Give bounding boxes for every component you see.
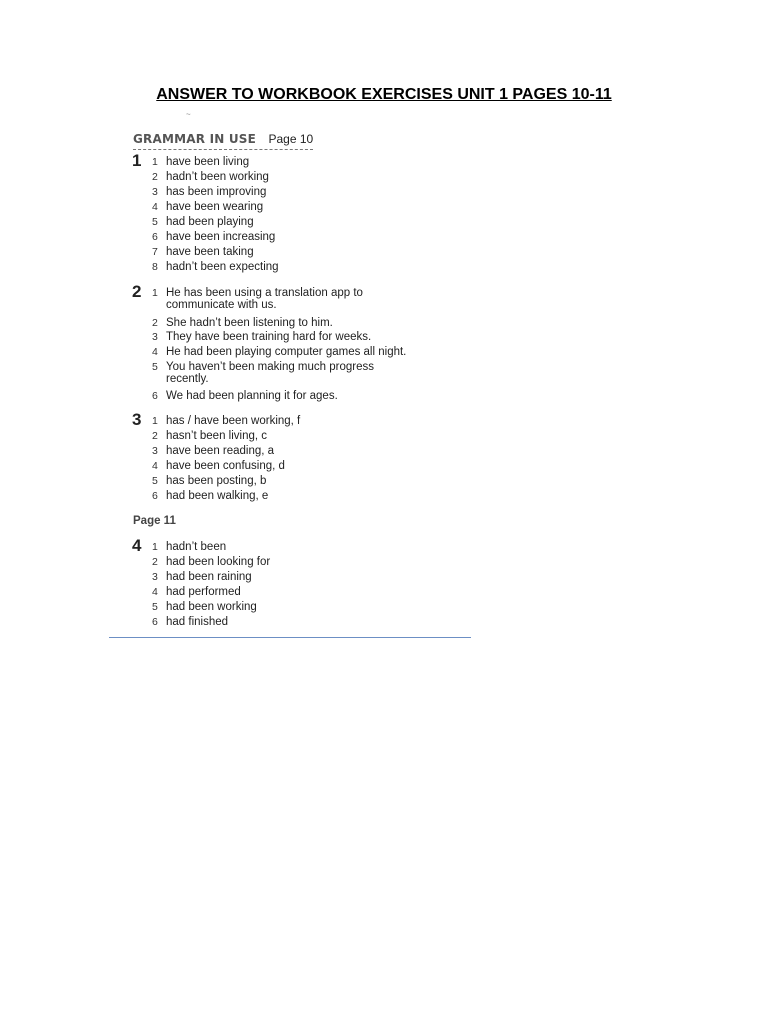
answer-item: 3 have been reading, a (152, 445, 275, 457)
answer-item: 2 hasn’t been living, c (152, 430, 268, 442)
bottom-rule (109, 637, 471, 638)
answer-item: 1 has / have been working, f (152, 415, 301, 427)
answer-item: 6 have been increasing (152, 231, 276, 243)
exercise-number: 4 (132, 536, 142, 555)
answer-item: 6 had finished (152, 616, 229, 628)
answer-item: 4 had performed (152, 586, 241, 598)
answer-item: 5 You haven’t been making much progress recently. (152, 361, 374, 385)
answer-item: 4 have been confusing, d (152, 460, 285, 472)
answer-item: 3 had been raining (152, 571, 252, 583)
answer-item: 2 She hadn’t been listening to him. (152, 317, 333, 329)
answer-item: 6 We had been planning it for ages. (152, 390, 338, 402)
grammar-heading: GRAMMAR IN USE (133, 132, 257, 146)
answer-item: 4 have been wearing (152, 201, 264, 213)
answer-item: 4 He had been playing computer games all night. (152, 346, 407, 358)
page-title: ANSWER TO WORKBOOK EXERCISES UNIT 1 PAGES 10-11 (156, 86, 612, 103)
answer-item: 1 have been living (152, 156, 250, 168)
exercise-number: 2 (132, 282, 142, 301)
answer-item: 5 has been posting, b (152, 475, 267, 487)
page-10-label: Page 10 (268, 132, 314, 146)
exercise-number: 3 (132, 410, 142, 429)
answer-item: 7 have been taking (152, 246, 254, 258)
page-11-label: Page 11 (133, 515, 176, 527)
exercise-number: 1 (132, 151, 142, 170)
answer-item: 8 hadn’t been expecting (152, 261, 279, 273)
answer-item: 5 had been playing (152, 216, 254, 228)
answer-item: 2 had been looking for (152, 556, 271, 568)
answer-item: 3 has been improving (152, 186, 267, 198)
answer-item: 1 hadn’t been (152, 541, 227, 553)
answer-item: 3 They have been training hard for weeks. (152, 331, 372, 343)
stray-mark: ~ (186, 110, 191, 119)
answer-item: 2 hadn’t been working (152, 171, 269, 183)
answer-item: 5 had been working (152, 601, 257, 613)
section-heading (133, 130, 313, 150)
answer-item: 6 had been walking, e (152, 490, 269, 502)
answer-item: 1 He has been using a translation app to communicate with us. (152, 287, 363, 311)
